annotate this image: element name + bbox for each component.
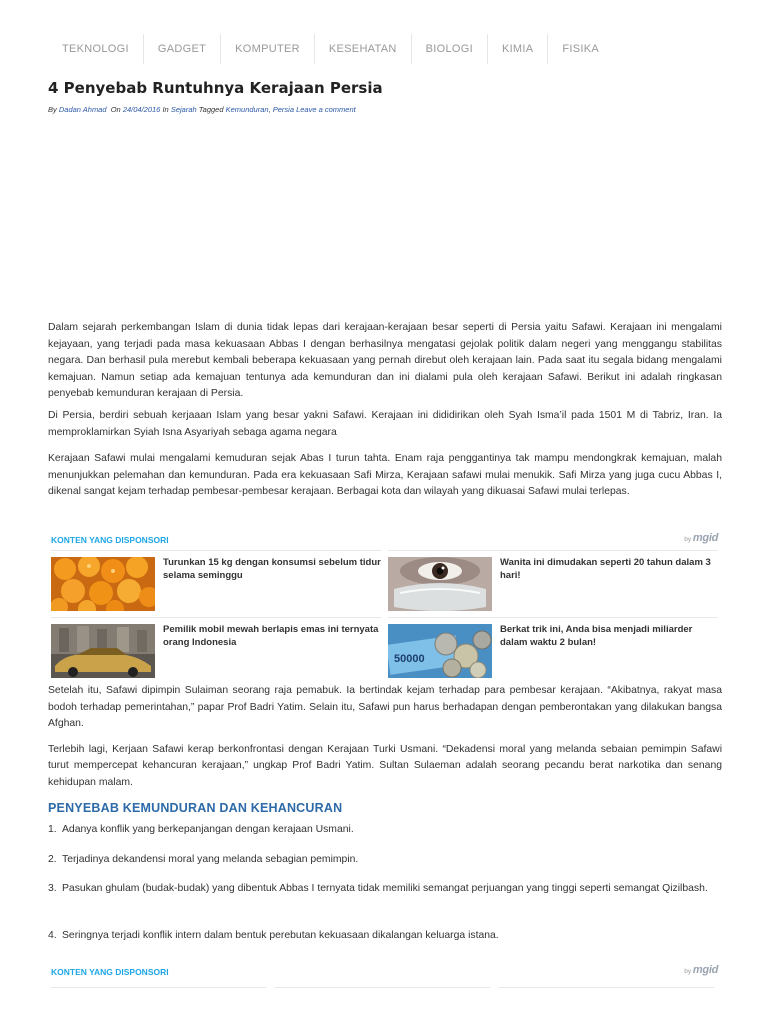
article-body-middle: [48, 683, 722, 792]
sponsored-card-3-text: Pemilik mobil mewah berlapis emas ini ternyata orang Indonesia: [163, 624, 379, 648]
nav-item-kimia[interactable]: KIMIA: [487, 34, 547, 64]
sponsored-card-4[interactable]: [388, 617, 718, 677]
list-item-text: Terjadinya dekandensi moral yang melanda sebagian pemimpin.: [62, 854, 359, 865]
paragraph-2: Di Persia, berdiri sebuah kerjaaan Islam yang besar yakni Safawi. Kerajaan ini dididirikan oleh Syah Isma’il pada 1501 M di Tabriz, Iran. Ia memproklamirkan Syiah Isna Asyariyah sebaga agama negara: [48, 409, 722, 438]
mgid-byline-bottom[interactable]: [684, 964, 718, 976]
meta-by-label: By: [48, 105, 57, 114]
category-link[interactable]: Sejarah: [170, 105, 197, 114]
meta-tagged-label: Tagged: [198, 105, 224, 114]
list-item: [48, 881, 722, 898]
author-link[interactable]: Dadan Ahmad: [58, 105, 107, 114]
byline-by: by: [684, 536, 692, 543]
sponsored-label: KONTEN YANG DISPONSORI: [51, 535, 169, 545]
paragraph-4: Setelah itu, Safawi dipimpin Sulaiman seorang raja pemabuk. Ia bertindak kejam terhadap para pembesar kerajaan. “Akibatnya, rakyat masa bodoh terhadap pemerintahan,” papar Prof Badri Yatim. Selain itu, Safawi pun harus berhadapan dengan pemberontakan yang dilakukan bangsa Afghan.: [48, 685, 722, 730]
tag-link-kemunduran[interactable]: Kemunduran: [225, 105, 269, 114]
card-divider: [51, 987, 266, 988]
sponsored-label-bottom: KONTEN YANG DISPONSORI: [51, 967, 169, 977]
sponsored-cards-bottom: [51, 987, 718, 991]
article-body-top: [48, 320, 722, 501]
svg-text:50000: 50000: [394, 653, 425, 665]
oranges-in-water-image: [51, 557, 155, 611]
list-item-text: Adanya konflik yang berkepanjangan dengan kerajaan Usmani.: [62, 824, 354, 835]
date-link[interactable]: 24/04/2016: [122, 105, 161, 114]
list-item: [48, 928, 722, 945]
paragraph-1: Dalam sejarah perkembangan Islam di dunia tidak lepas dari kerajaan-kerajaan besar seperti di Persia yaitu Safawi. Kerajaan ini mengalami kejayaan, yang terjadi pada masa kekuasaan Abbas I dengan berhasilnya mengatasi gejolak politik dalam negeri yang menggangu stabilitas negara. Dan berhasil pula merebut kembali beberapa kekuasaan yang pernah direbut oleh kerajaan lain. Pada saat itu segala bidang mengalami kemajuan. Namun setiap ada kemajuan tentunya ada kemunduran dan ini dialami pula oleh kerajaan Safawi. Berikut ini adalah ringkasan penyebab kemunduran kerajaan di Persia.: [48, 322, 722, 400]
list-item-number: 2.: [48, 854, 57, 865]
sponsored-header-bottom: [51, 964, 718, 983]
nav-item-gadget[interactable]: GADGET: [143, 34, 220, 64]
nav-item-fisika[interactable]: FISIKA: [547, 34, 613, 64]
nav-item-kesehatan[interactable]: KESEHATAN: [314, 34, 411, 64]
meta-on-label: On: [110, 105, 121, 114]
paragraph-5: Terlebih lagi, Kerjaan Safawi kerap berkonfrontasi dengan Kerajaan Turki Usmani. “Dekadensi moral yang melanda sebaian pemimpin Safawi turut mempercepat kehancuran kerajaan,” ungkap Prof Badri Yatim. Sultan Sulaeman adalah seorang pecandu berat narkotika dan senang kehidupan malam.: [48, 743, 722, 788]
top-navigation: [48, 34, 613, 64]
section-heading: PENYEBAB KEMUNDURAN DAN KEHANCURAN: [48, 801, 343, 815]
leave-comment-link[interactable]: Leave a comment: [296, 105, 356, 114]
list-item: [48, 822, 722, 839]
sponsored-card-2-text: Wanita ini dimudakan seperti 20 tahun dalam 3 hari!: [500, 557, 711, 581]
tag-link-persia[interactable]: Persia: [272, 105, 294, 114]
nav-item-komputer[interactable]: KOMPUTER: [220, 34, 314, 64]
nav-item-teknologi[interactable]: TEKNOLOGI: [62, 43, 129, 55]
sponsored-card-1[interactable]: [51, 550, 381, 610]
nav-item-biologi[interactable]: BIOLOGI: [411, 34, 487, 64]
sponsored-card-4-text: Berkat trik ini, Anda bisa menjadi miliarder dalam waktu 2 bulan!: [500, 624, 693, 648]
list-item-text: Seringnya terjadi konflik intern dalam bentuk perebutan kekuasaan dikalangan keluarga istana.: [62, 930, 499, 941]
list-item-text: Pasukan ghulam (budak-budak) yang dibentuk Abbas I ternyata tidak memiliki semangat perjuangan yang tinggi seperti semangat Qizilbash.: [62, 883, 708, 894]
list-item-number: 1.: [48, 824, 57, 835]
mgid-logo: mgid: [692, 532, 718, 544]
eye-patch-image: [388, 557, 492, 611]
article-meta: By Dadan Ahmad On 24/04/2016 In Sejarah Tagged Kemunduran, Persia Leave a comment: [48, 105, 356, 114]
sponsored-card-3[interactable]: [51, 617, 381, 677]
sponsored-card-2[interactable]: [388, 550, 718, 610]
article-title: 4 Penyebab Runtuhnya Kerajaan Persia: [48, 79, 383, 97]
card-divider: [275, 987, 490, 988]
paragraph-3: Kerajaan Safawi mulai mengalami kemuduran sejak Abas I turun tahta. Enam raja penggantinya tak mampu mendongkrak kemajuan, malah menunjukkan pelemahan dan kemunduran. Pada era kekuasaan Safi Mirza, Kerajaan safawi mulai menukik. Safi Mirza yang juga cucu Abbas I, dikenal sangat kejam terhadap pembesar-pembesar kerajaan. Berbagai kota dan wilayah yang dikuasai Safawi mulai terlepas.: [48, 453, 722, 498]
card-divider: [499, 987, 714, 988]
sponsored-card-1-text: Turunkan 15 kg dengan konsumsi sebelum tidur selama seminggu: [163, 557, 381, 581]
mgid-byline[interactable]: [684, 532, 718, 544]
money-coins-image: [388, 624, 492, 678]
gold-car-image: [51, 624, 155, 678]
list-item-number: 3.: [48, 883, 57, 894]
list-item-number: 4.: [48, 930, 57, 941]
sponsored-header: [51, 532, 718, 551]
byline-by-bottom: by: [684, 968, 692, 975]
mgid-logo-bottom: mgid: [692, 964, 718, 976]
meta-in-label: In: [162, 105, 169, 114]
list-item: [48, 852, 722, 869]
